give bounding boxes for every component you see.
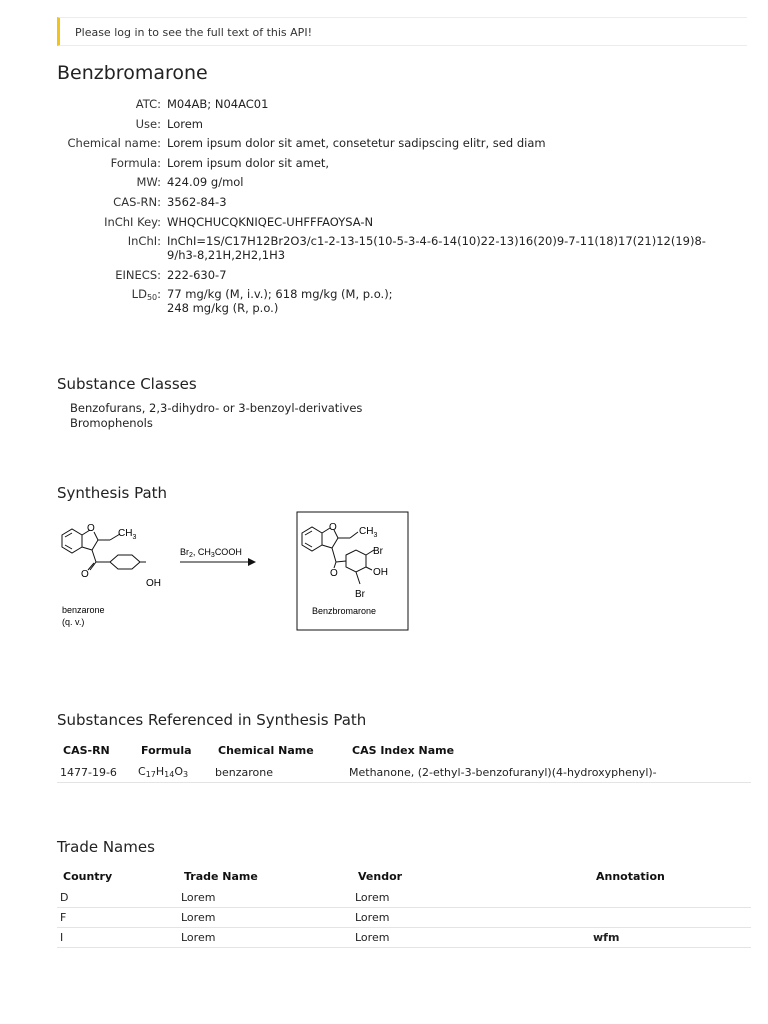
property-row	[57, 215, 757, 229]
property-value-line: WHQCHUCQKNIQEC-UHFFFAOYSA-N	[167, 214, 374, 229]
reaction-arrow	[180, 558, 256, 566]
property-value	[167, 175, 757, 189]
property-label: Chemical name:	[67, 136, 161, 151]
property-value-line: Lorem ipsum dolor sit amet, consetetur sadipscing elitr, sed diam	[167, 136, 546, 151]
column-header: CAS-RN	[63, 743, 110, 757]
vendor-cell: Lorem	[352, 928, 590, 948]
property-label: ATC:	[135, 97, 161, 111]
property-value-line: InChI=1S/C17H12Br2O3/c1-2-13-15(10-5-3-4-6-14(10)22-13)16(20)9-7-11(18)17(21)12(19)8-	[167, 234, 706, 249]
property-value	[167, 156, 757, 170]
property-list	[57, 97, 757, 321]
furan-oxygen-label: O	[87, 523, 95, 534]
country-cell: I	[57, 928, 178, 948]
table-row	[57, 888, 751, 908]
property-label: Formula:	[110, 155, 161, 170]
property-value	[167, 195, 757, 209]
login-notice-text: Please log in to see the full text of this API!	[75, 26, 312, 39]
section-substance-classes: Substance Classes	[57, 375, 197, 393]
referenced-substances-table	[57, 738, 751, 783]
login-notice	[57, 17, 747, 46]
property-label: $LD_{50}$:	[131, 287, 161, 303]
column-header: Chemical Name	[218, 743, 314, 757]
product-hydroxyl-label: OH	[373, 567, 388, 578]
synthesis-diagram	[52, 510, 412, 634]
column-header: Annotation	[596, 869, 665, 883]
property-value	[167, 215, 757, 229]
carbonyl-oxygen-label: O	[81, 569, 89, 580]
trade-names-table	[57, 864, 751, 948]
annotation-cell: wfm	[590, 928, 751, 948]
table-row	[57, 928, 751, 948]
country-cell: F	[57, 908, 178, 928]
property-value-line: 9/h3-8,21H,2H2,1H3	[167, 248, 286, 263]
vendor-cell: Lorem	[352, 908, 590, 928]
property-value	[167, 136, 757, 150]
product-furan-oxygen-label: O	[329, 522, 337, 533]
property-row	[57, 234, 757, 262]
property-value-line: 424.09 g/mol	[167, 175, 244, 190]
trade-name-cell: Lorem	[178, 908, 352, 928]
reagent-label: $Br_2$, $CH_3COOH$	[180, 547, 242, 559]
substance-class-item: Benzofurans, 2,3-dihydro- or 3-benzoyl-derivatives	[70, 401, 363, 415]
property-value	[167, 234, 757, 262]
benzarone-label: benzarone	[62, 605, 105, 615]
property-row	[57, 136, 757, 150]
property-label: InChI Key:	[104, 214, 161, 229]
property-row	[57, 287, 757, 315]
benzbromarone-label: Benzbromarone	[312, 606, 377, 616]
section-synthesis-path: Synthesis Path	[57, 484, 168, 502]
annotation-cell	[590, 888, 751, 908]
property-row	[57, 117, 757, 131]
substance-class-item: Bromophenols	[70, 415, 153, 430]
property-row	[57, 195, 757, 209]
property-value	[167, 268, 757, 282]
trade-name-cell: Lorem	[178, 928, 352, 948]
property-value	[167, 97, 757, 111]
formula-cell: $C_{17}H_{14}O_3$	[135, 762, 212, 783]
page-title: Benzbromarone	[57, 62, 208, 84]
trade-name-cell: Lorem	[178, 888, 352, 908]
product-ch3-label: $CH_3$	[359, 526, 378, 539]
property-value-line: Lorem	[167, 116, 203, 131]
annotation-cell	[590, 908, 751, 928]
table-header-row	[57, 738, 751, 762]
benzarone-note: (q. v.)	[62, 617, 85, 627]
chemical-name-cell: benzarone	[212, 762, 346, 783]
property-label: InChI:	[127, 234, 161, 249]
property-value-line: 77 mg/kg (M, i.v.); 618 mg/kg (M, p.o.);	[167, 287, 393, 302]
property-row	[57, 156, 757, 170]
product-bromine-bottom-label: Br	[355, 589, 365, 600]
column-header: Formula	[141, 743, 192, 757]
country-cell: D	[57, 888, 178, 908]
property-value-line: 248 mg/kg (R, p.o.)	[167, 301, 279, 316]
property-value-line: Lorem ipsum dolor sit amet,	[167, 155, 330, 170]
table-row	[57, 762, 751, 783]
property-label: EINECS:	[115, 267, 161, 282]
hydroxyl-label: OH	[146, 578, 161, 589]
cas-index-name-cell: Methanone, (2-ethyl-3-benzofuranyl)(4-hydroxyphenyl)-	[346, 762, 751, 783]
vendor-cell: Lorem	[352, 888, 590, 908]
product-bromine-top-label: Br	[373, 546, 383, 557]
column-header: Vendor	[358, 869, 403, 883]
property-row	[57, 268, 757, 282]
property-row	[57, 175, 757, 189]
property-value-line: 3562-84-3	[167, 194, 227, 209]
section-trade-names: Trade Names	[57, 838, 155, 856]
property-value-line: 222-630-7	[167, 267, 227, 282]
substance-classes-list	[70, 401, 362, 430]
table-header-row	[57, 864, 751, 888]
property-label: MW:	[136, 175, 161, 190]
table-row	[57, 908, 751, 928]
property-value-line: M04AB; N04AC01	[167, 97, 269, 111]
property-value	[167, 117, 757, 131]
ch3-label: $CH_3$	[118, 528, 137, 541]
property-row	[57, 97, 757, 111]
property-label: Use:	[135, 116, 161, 131]
product-carbonyl-oxygen-label: O	[330, 568, 338, 579]
column-header: Country	[63, 869, 113, 883]
property-label: CAS-RN:	[113, 194, 161, 209]
cas-rn-cell: 1477-19-6	[57, 762, 135, 783]
column-header: CAS Index Name	[352, 743, 455, 757]
property-value	[167, 287, 757, 315]
section-substances-referenced: Substances Referenced in Synthesis Path	[57, 711, 367, 729]
column-header: Trade Name	[184, 869, 258, 883]
